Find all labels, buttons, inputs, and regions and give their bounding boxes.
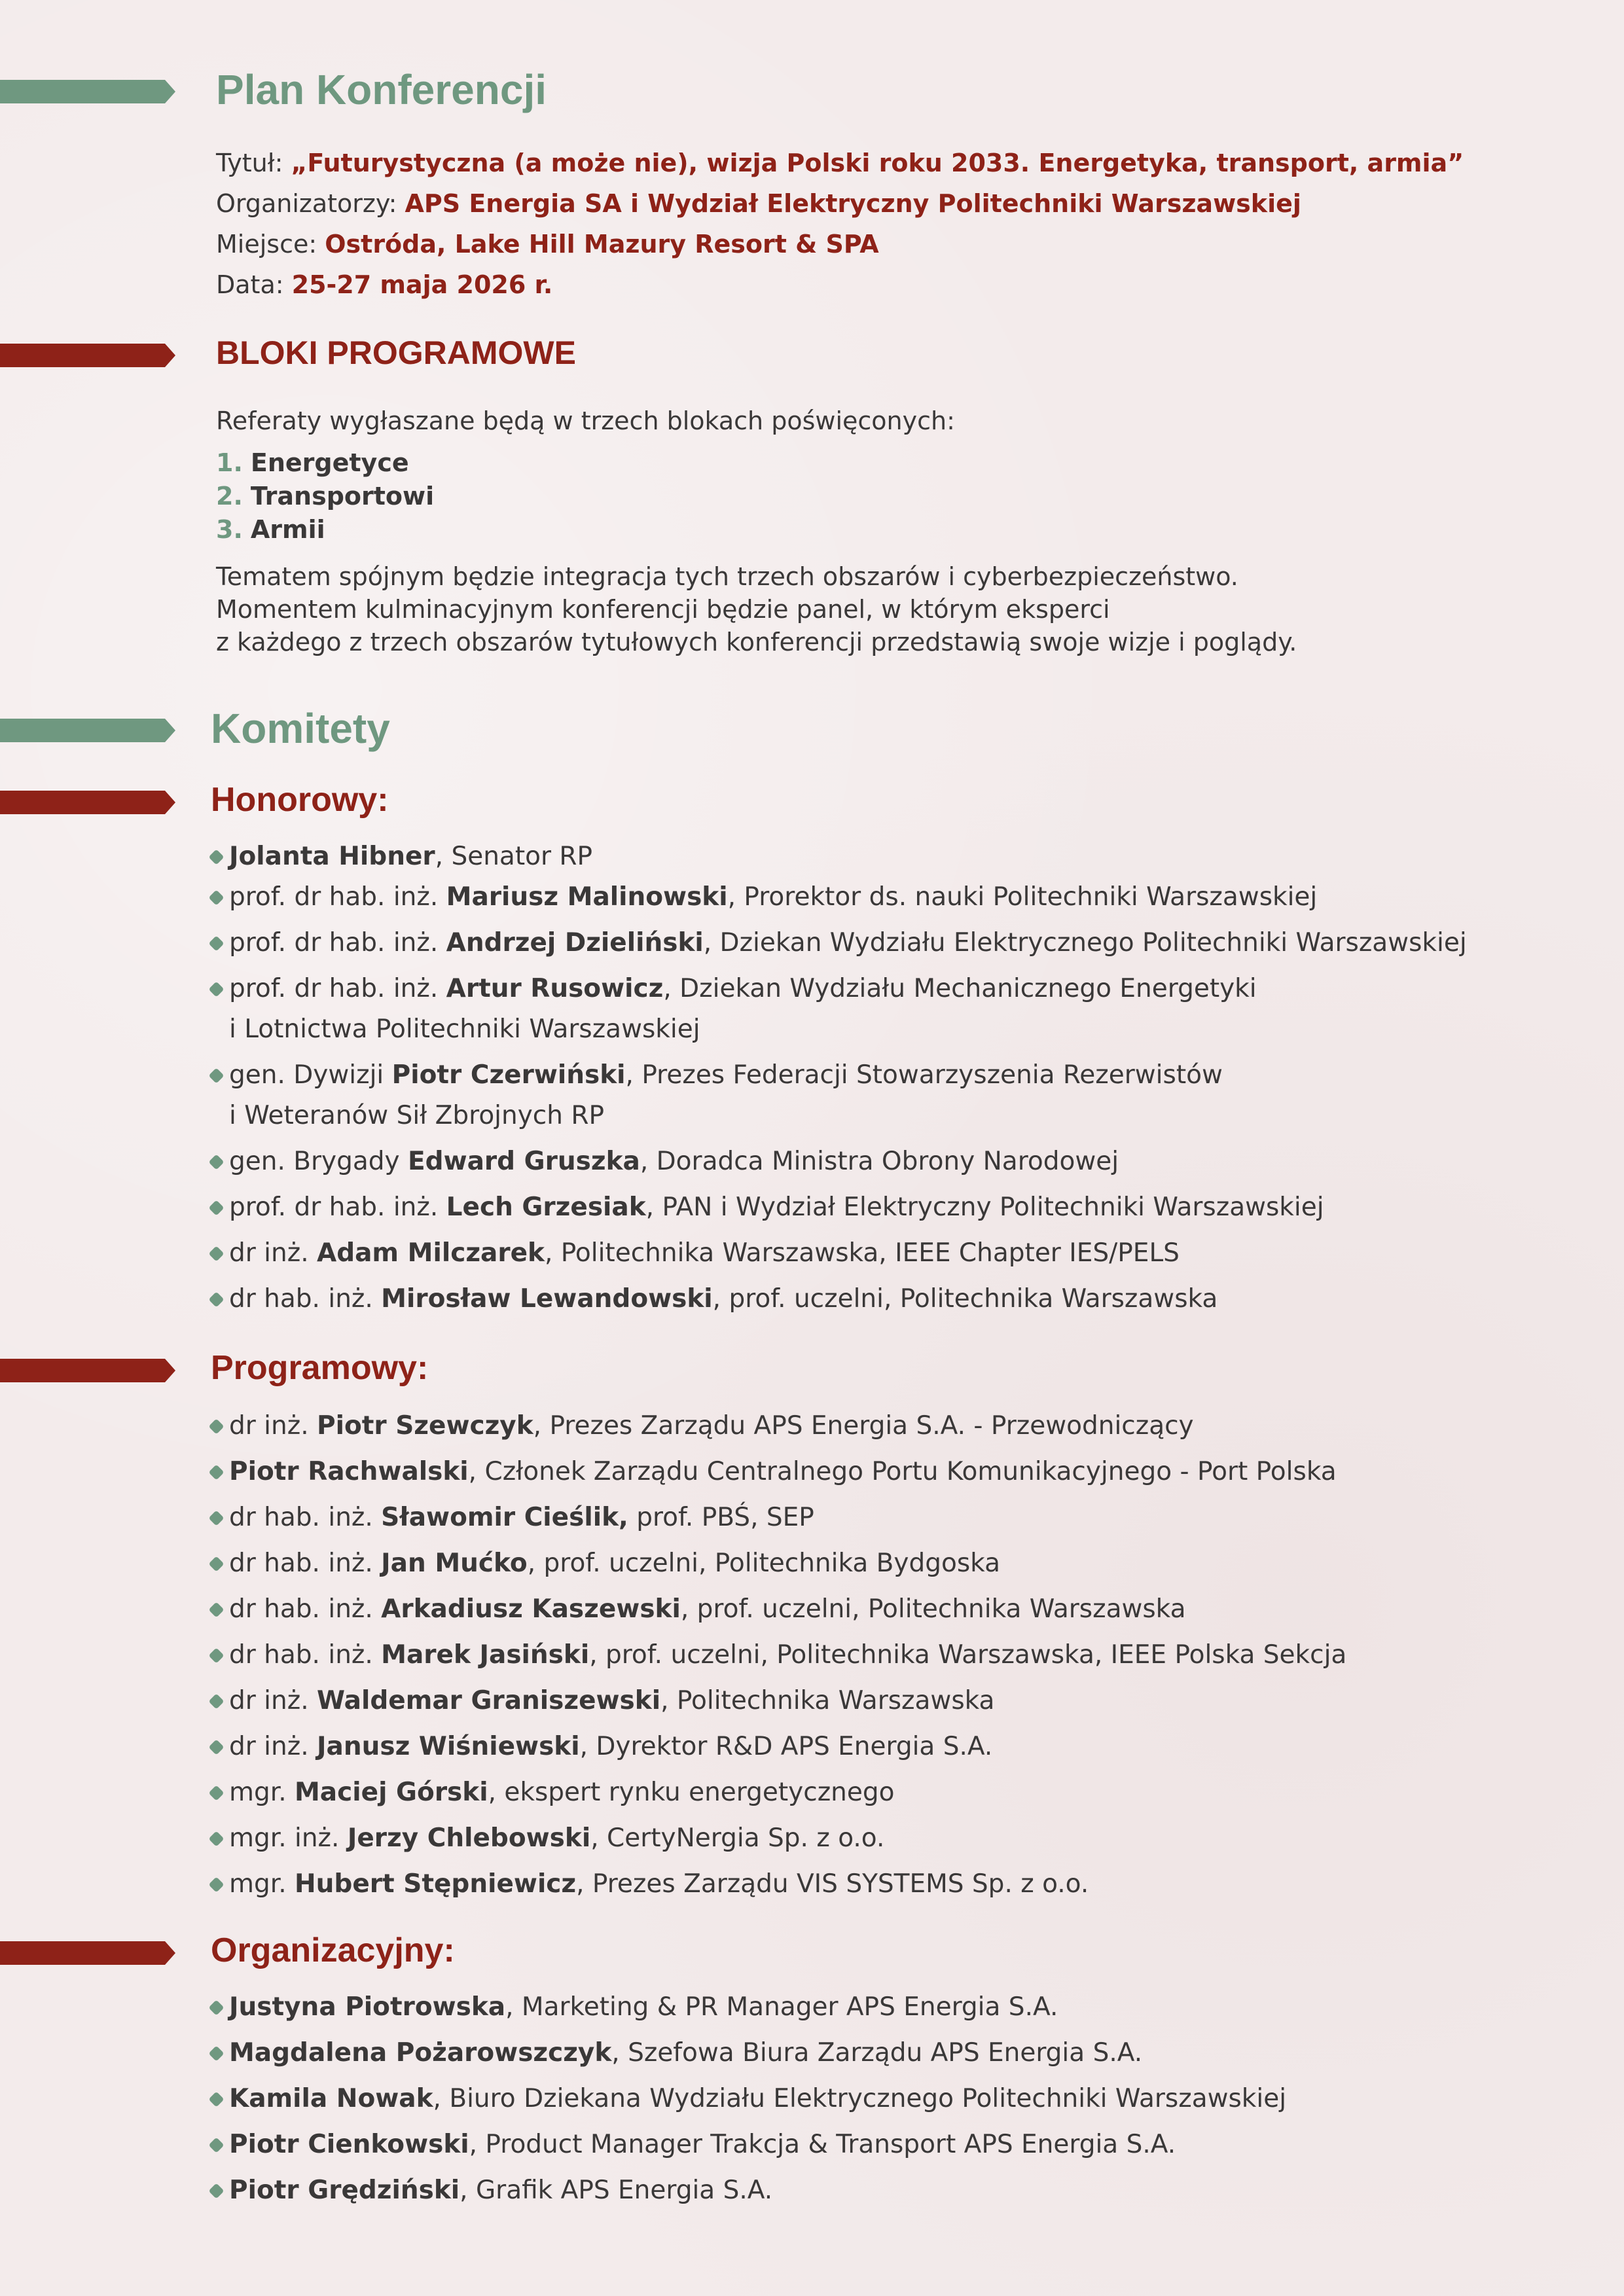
plan-place-label: Miejsce: <box>216 230 325 259</box>
committee-member <box>211 1406 1605 1446</box>
committee-member <box>211 969 1605 1050</box>
committee-member <box>211 877 1605 918</box>
committee-member <box>211 923 1605 963</box>
member-name: Jan Mućko <box>381 1549 528 1578</box>
program-list <box>211 1406 1605 1910</box>
committee-member <box>211 1589 1605 1630</box>
member-name: Piotr Czerwiński <box>391 1060 626 1090</box>
member-name: Sławomir Cieślik, <box>381 1503 628 1532</box>
member-role: , Prezes Zarządu VIS SYSTEMS Sp. z o.o. <box>576 1869 1089 1899</box>
plan-heading: Plan Konferencji <box>216 66 547 113</box>
section-marker-organizing <box>0 1941 165 1965</box>
committee-member <box>211 836 1605 877</box>
committee-member <box>211 1681 1605 1721</box>
member-name: Arkadiusz Kaszewski <box>381 1594 681 1624</box>
member-role: , Doradca Ministra Obrony Narodowej <box>640 1147 1119 1176</box>
blocks-item-number: 2. <box>216 482 243 511</box>
member-title: dr hab. inż. <box>229 1594 382 1624</box>
member-name: Magdalena Pożarowszczyk <box>229 2038 612 2068</box>
committee-member <box>211 1987 1605 2028</box>
member-title: dr hab. inż. <box>229 1284 382 1314</box>
member-name: Maciej Górski <box>295 1778 488 1807</box>
committee-member <box>211 1543 1605 1584</box>
member-role: , Marketing & PR Manager APS Energia S.A. <box>505 1992 1058 2022</box>
blocks-list-item <box>216 480 434 513</box>
member-title: mgr. inż. <box>229 1823 348 1853</box>
member-role: , Prezes Federacji Stowarzyszenia Rezerwistów <box>625 1060 1223 1090</box>
section-marker-honorary <box>0 791 165 814</box>
member-role: , ekspert rynku energetycznego <box>488 1778 895 1807</box>
organizing-list <box>211 1987 1605 2216</box>
blocks-item-label: Transportowi <box>250 482 435 511</box>
blocks-list-item <box>216 446 434 480</box>
member-role: , prof. uczelni, Politechnika Warszawska <box>680 1594 1186 1624</box>
member-title: gen. Dywizji <box>229 1060 392 1090</box>
committee-member <box>211 1818 1605 1859</box>
blocks-description <box>216 560 1297 658</box>
member-role: , PAN i Wydział Elektryczny Politechniki Warszawskiej <box>645 1193 1324 1222</box>
committee-member <box>211 1187 1605 1228</box>
member-title: dr inż. <box>229 1732 317 1761</box>
member-name: Adam Milczarek <box>317 1238 545 1268</box>
honorary-heading: Honorowy: <box>211 781 389 819</box>
member-title: prof. dr hab. inż. <box>229 974 446 1003</box>
plan-info <box>216 143 1464 305</box>
member-title: dr hab. inż. <box>229 1640 382 1670</box>
member-role-continued: i Weteranów Sił Zbrojnych RP <box>229 1101 604 1130</box>
committee-member <box>211 1279 1605 1319</box>
plan-title-line <box>216 143 1464 183</box>
member-role-continued: i Lotnictwa Politechniki Warszawskiej <box>229 1014 700 1044</box>
section-marker-blocks <box>0 344 165 367</box>
plan-title-label: Tytuł: <box>216 149 291 177</box>
member-name: Waldemar Graniszewski <box>317 1686 661 1715</box>
member-title: dr inż. <box>229 1238 317 1268</box>
section-marker-committees <box>0 719 165 742</box>
committee-member <box>211 1452 1605 1492</box>
organizing-heading: Organizacyjny: <box>211 1931 455 1969</box>
blocks-item-number: 3. <box>216 515 243 544</box>
blocks-description-line: Tematem spójnym będzie integracja tych trzech obszarów i cyberbezpieczeństwo. <box>216 562 1238 591</box>
committee-member <box>211 1233 1605 1274</box>
blocks-description-line: Momentem kulminacyjnym konferencji będzie panel, w którym eksperci <box>216 595 1110 624</box>
member-title: mgr. <box>229 1778 295 1807</box>
committee-member <box>211 1772 1605 1813</box>
committee-member <box>211 1498 1605 1538</box>
member-name: Janusz Wiśniewski <box>317 1732 580 1761</box>
member-title: mgr. <box>229 1869 295 1899</box>
member-title: prof. dr hab. inż. <box>229 882 446 912</box>
committee-member <box>211 1635 1605 1676</box>
member-role: , CertyNergia Sp. z o.o. <box>590 1823 885 1853</box>
plan-org-label: Organizatorzy: <box>216 189 405 218</box>
committee-member <box>211 2125 1605 2165</box>
plan-date-value: 25-27 maja 2026 r. <box>291 270 553 299</box>
member-role: , Politechnika Warszawska, IEEE Chapter IES/PELS <box>544 1238 1180 1268</box>
committees-heading: Komitety <box>211 705 390 752</box>
committee-member <box>211 1055 1605 1136</box>
member-role: , prof. uczelni, Politechnika Warszawska <box>712 1284 1218 1314</box>
member-name: Artur Rusowicz <box>446 974 664 1003</box>
member-name: Piotr Cienkowski <box>229 2130 469 2159</box>
member-name: Marek Jasiński <box>381 1640 590 1670</box>
member-name: Mirosław Lewandowski <box>381 1284 713 1314</box>
member-title: dr inż. <box>229 1686 317 1715</box>
blocks-heading: BLOKI PROGRAMOWE <box>216 334 576 371</box>
member-role: prof. PBŚ, SEP <box>628 1503 814 1532</box>
member-name: Justyna Piotrowska <box>229 1992 506 2022</box>
blocks-list <box>216 446 434 547</box>
member-name: Edward Gruszka <box>408 1147 640 1176</box>
member-role: , prof. uczelni, Politechnika Bydgoska <box>527 1549 1000 1578</box>
member-name: Piotr Grędziński <box>229 2176 460 2205</box>
member-title: gen. Brygady <box>229 1147 408 1176</box>
member-role: , Biuro Dziekana Wydziału Elektrycznego Politechniki Warszawskiej <box>433 2084 1287 2113</box>
member-role: , prof. uczelni, Politechnika Warszawska, IEEE Polska Sekcja <box>589 1640 1347 1670</box>
section-marker-plan <box>0 80 165 103</box>
member-role: , Prezes Zarządu APS Energia S.A. - Przewodniczący <box>533 1411 1194 1441</box>
member-role: , Senator RP <box>435 842 593 871</box>
plan-date-line <box>216 264 1464 305</box>
blocks-description-line: z każdego z trzech obszarów tytułowych konferencji przedstawią swoje wizje i poglądy. <box>216 628 1297 656</box>
honorary-list <box>211 836 1605 1325</box>
member-name: Jerzy Chlebowski <box>347 1823 591 1853</box>
committee-member <box>211 1727 1605 1767</box>
member-role: , Członek Zarządu Centralnego Portu Komunikacyjnego - Port Polska <box>468 1457 1337 1486</box>
member-name: Piotr Szewczyk <box>317 1411 533 1441</box>
member-role: , Szefowa Biura Zarządu APS Energia S.A. <box>611 2038 1143 2068</box>
plan-org-value: APS Energia SA i Wydział Elektryczny Politechniki Warszawskiej <box>405 189 1301 218</box>
member-role: , Dyrektor R&D APS Energia S.A. <box>579 1732 993 1761</box>
section-marker-program <box>0 1359 165 1382</box>
plan-place-value: Ostróda, Lake Hill Mazury Resort & SPA <box>325 230 879 259</box>
blocks-item-number: 1. <box>216 448 243 477</box>
member-role: , Dziekan Wydziału Mechanicznego Energetyki <box>663 974 1257 1003</box>
plan-org-line <box>216 183 1464 224</box>
committee-member <box>211 2170 1605 2211</box>
member-role: , Product Manager Trakcja & Transport APS Energia S.A. <box>469 2130 1176 2159</box>
plan-title-value: „Futurystyczna (a może nie), wizja Polski roku 2033. Energetyka, transport, armia” <box>291 149 1464 177</box>
member-name: Kamila Nowak <box>229 2084 433 2113</box>
plan-date-label: Data: <box>216 270 292 299</box>
committee-member <box>211 2079 1605 2119</box>
committee-member <box>211 1141 1605 1182</box>
blocks-list-item <box>216 513 434 547</box>
member-title: prof. dr hab. inż. <box>229 928 446 958</box>
member-role: , Grafik APS Energia S.A. <box>460 2176 773 2205</box>
member-name: Hubert Stępniewicz <box>295 1869 577 1899</box>
program-heading: Programowy: <box>211 1349 429 1387</box>
member-title: dr inż. <box>229 1411 317 1441</box>
member-title: dr hab. inż. <box>229 1503 382 1532</box>
member-name: Lech Grzesiak <box>446 1193 646 1222</box>
committee-member <box>211 1864 1605 1905</box>
member-title: dr hab. inż. <box>229 1549 382 1578</box>
member-role: , Politechnika Warszawska <box>660 1686 995 1715</box>
member-title: prof. dr hab. inż. <box>229 1193 446 1222</box>
member-name: Piotr Rachwalski <box>229 1457 469 1486</box>
member-role: , Prorektor ds. nauki Politechniki Warszawskiej <box>727 882 1318 912</box>
committee-member <box>211 2033 1605 2073</box>
member-role: , Dziekan Wydziału Elektrycznego Politechniki Warszawskiej <box>703 928 1467 958</box>
member-name: Andrzej Dzieliński <box>446 928 704 958</box>
blocks-item-label: Energetyce <box>250 448 409 477</box>
blocks-intro: Referaty wygłaszane będą w trzech blokach poświęconych: <box>216 406 955 435</box>
plan-place-line <box>216 224 1464 264</box>
blocks-item-label: Armii <box>250 515 325 544</box>
member-name: Jolanta Hibner <box>229 842 435 871</box>
member-name: Mariusz Malinowski <box>446 882 728 912</box>
